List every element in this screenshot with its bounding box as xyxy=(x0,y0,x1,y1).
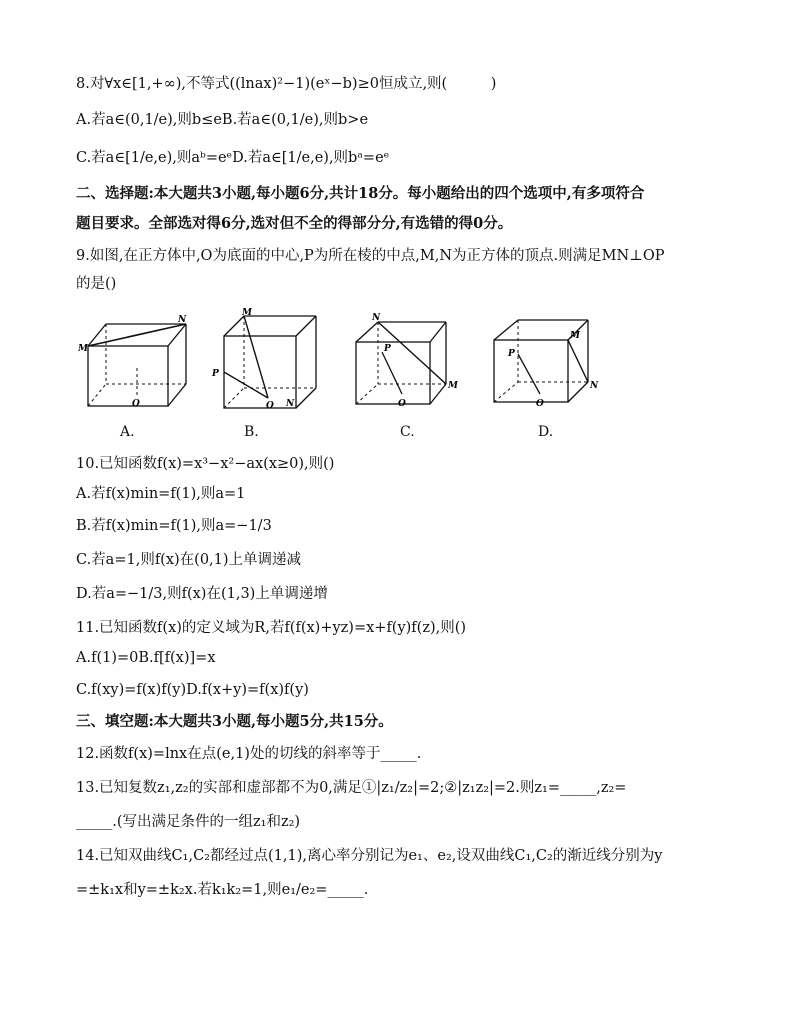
q10-stem: 10.已知函数f(x)=x³−x²−ax(x≥0),则() xyxy=(76,456,335,472)
section3-heading: 三、填空题:本大题共3小题,每小题5分,共15分。 xyxy=(76,713,393,730)
q9-stem-line1: 9.如图,在正方体中,O为底面的中心,P为所在棱的中点,M,N为正方体的顶点.则满足MN⊥OP xyxy=(76,248,665,264)
label-o-a: O xyxy=(132,399,140,409)
q14-stem-line2: =±k₁x和y=±k₂x.若k₁k₂=1,则e₁/e₂=_____. xyxy=(76,882,369,898)
label-o-d: O xyxy=(536,399,544,409)
q10-option-d: D.若a=−1/3,则f(x)在(1,3)上单调递增 xyxy=(76,586,328,602)
q12-stem: 12.函数f(x)=lnx在点(e,1)处的切线的斜率等于_____. xyxy=(76,746,422,762)
q9-stem-line2: 的是() xyxy=(76,276,117,292)
q11-options-ab: A.f(1)=0B.f[f(x)]=x xyxy=(76,650,216,666)
cube-figure-c xyxy=(346,306,458,414)
section2-heading-line2: 题目要求。全部选对得6分,选对但不全的得部分分,有选错的得0分。 xyxy=(76,215,513,232)
q13-stem-line2: _____.(写出满足条件的一组z₁和z₂) xyxy=(76,814,301,830)
q8-stem: 8.对∀x∈[1,+∞),不等式((lnax)²−1)(eˣ−b)≥0恒成立,则( ) xyxy=(76,76,497,92)
cube-figure-d xyxy=(488,306,600,414)
q14-stem-line1: 14.已知双曲线C₁,C₂都经过点(1,1),离心率分别记为e₁、e₂,设双曲线C₁,C₂的渐近线分别为y xyxy=(76,848,663,864)
label-n-b: N xyxy=(286,399,295,409)
label-p-d: P xyxy=(508,349,515,359)
cube-figure-b xyxy=(208,306,320,414)
label-p-b: P xyxy=(212,369,219,379)
label-m-a: M xyxy=(78,344,88,354)
label-p-c: P xyxy=(384,344,391,354)
figure-label-a: A. xyxy=(120,424,135,440)
q10-option-c: C.若a=1,则f(x)在(0,1)上单调递减 xyxy=(76,552,302,568)
q8-options-ab: A.若a∈(0,1/e),则b≤eB.若a∈(0,1/e),则b>e xyxy=(76,112,369,128)
q13-stem-line1: 13.已知复数z₁,z₂的实部和虚部都不为0,满足①|z₁/z₂|=2;②|z₁z₂|=2.则z₁=_____,z₂= xyxy=(76,780,627,796)
figure-label-b: B. xyxy=(244,424,259,440)
label-o-b: O xyxy=(266,401,274,411)
label-n-c: N xyxy=(372,313,381,323)
q8-options-cd: C.若a∈[1/e,e),则aᵇ=eᵉD.若a∈[1/e,e),则bᵃ=eᵉ xyxy=(76,150,390,166)
q11-stem: 11.已知函数f(x)的定义域为R,若f(f(x)+yz)=x+f(y)f(z),则() xyxy=(76,620,467,636)
q10-option-b: B.若f(x)min=f(1),则a=−1/3 xyxy=(76,518,272,534)
q11-options-cd: C.f(xy)=f(x)f(y)D.f(x+y)=f(x)f(y) xyxy=(76,682,309,698)
label-n-a: N xyxy=(178,315,187,325)
label-m-d: M xyxy=(570,331,580,341)
label-n-d: N xyxy=(590,381,599,391)
q10-option-a: A.若f(x)min=f(1),则a=1 xyxy=(76,486,246,502)
figure-label-d: D. xyxy=(538,424,554,440)
label-m-b: M xyxy=(242,308,252,318)
label-o-c: O xyxy=(398,399,406,409)
label-m-c: M xyxy=(448,381,458,391)
cube-figure-a xyxy=(78,306,190,414)
section2-heading-line1: 二、选择题:本大题共3小题,每小题6分,共计18分。每小题给出的四个选项中,有多项符合 xyxy=(76,185,645,202)
figure-label-c: C. xyxy=(400,424,415,440)
